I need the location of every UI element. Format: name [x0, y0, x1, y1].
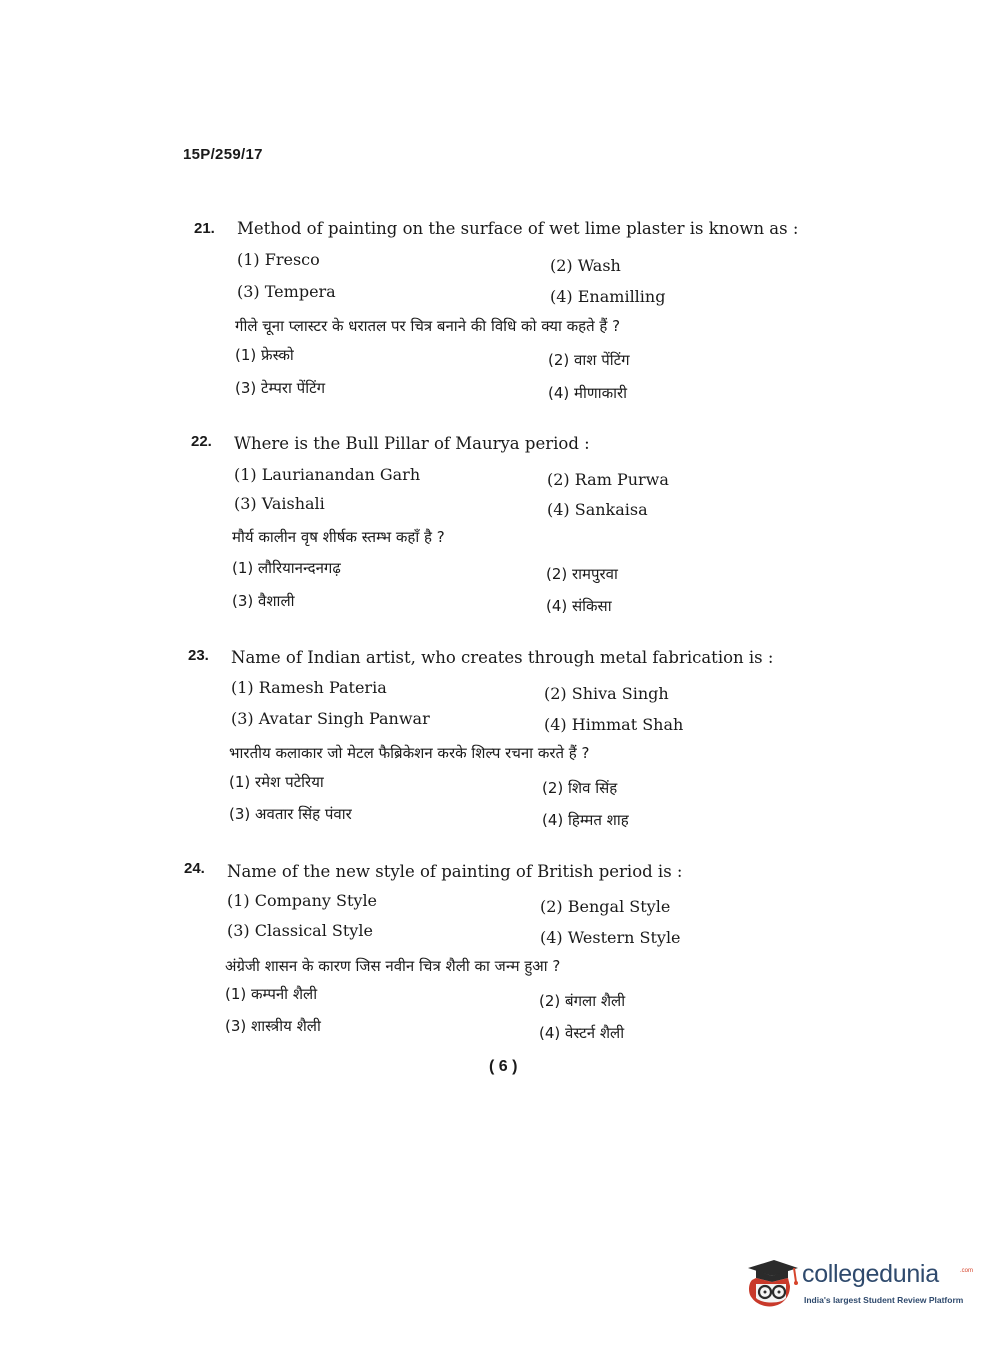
collegedunia-logo — [742, 1250, 972, 1315]
option-hi-1: (1) फ्रेस्को — [235, 346, 294, 364]
option-hi-4: (4) वेस्टर्न शैली — [539, 1024, 625, 1042]
option-en-1: (1) Fresco — [237, 250, 320, 269]
option-hi-3: (3) टेम्परा पेंटिंग — [235, 379, 326, 397]
option-hi-2: (2) बंगला शैली — [539, 992, 626, 1010]
option-en-2: (2) Wash — [550, 256, 621, 275]
paper-code: 15P/259/17 — [183, 146, 263, 163]
question-text-en: Where is the Bull Pillar of Maurya period : — [234, 434, 590, 453]
option-en-4: (4) Western Style — [540, 928, 681, 947]
option-en-4: (4) Himmat Shah — [544, 715, 684, 734]
question-text-en: Name of the new style of painting of British period is : — [227, 862, 683, 881]
logo-tagline: India's largest Student Review Platform — [804, 1295, 964, 1305]
option-hi-3: (3) वैशाली — [232, 592, 295, 610]
question-number: 21. — [194, 220, 215, 237]
option-hi-3: (3) अवतार सिंह पंवार — [229, 805, 352, 823]
question-text-hi: गीले चूना प्लास्टर के धरातल पर चित्र बनाने की विधि को क्या कहते हैं ? — [235, 317, 621, 335]
option-hi-2: (2) वाश पेंटिंग — [548, 351, 630, 369]
option-en-3: (3) Vaishali — [234, 494, 325, 513]
option-en-1: (1) Laurianandan Garh — [234, 465, 421, 484]
option-hi-3: (3) शास्त्रीय शैली — [225, 1017, 321, 1035]
option-en-4: (4) Enamilling — [550, 287, 666, 306]
option-hi-4: (4) मीणाकारी — [548, 384, 628, 402]
option-en-2: (2) Shiva Singh — [544, 684, 669, 703]
question-text-en: Name of Indian artist, who creates through metal fabrication is : — [231, 648, 774, 667]
question-text-en: Method of painting on the surface of wet lime plaster is known as : — [237, 219, 799, 238]
option-en-3: (3) Classical Style — [227, 921, 373, 940]
question-number: 24. — [184, 860, 205, 877]
page-number: ( 6 ) — [489, 1058, 518, 1075]
option-en-1: (1) Ramesh Pateria — [231, 678, 387, 697]
question-number: 22. — [191, 433, 212, 450]
question-text-hi: भारतीय कलाकार जो मेटल फैब्रिकेशन करके शिल्प रचना करते हैं ? — [229, 744, 590, 762]
option-hi-1: (1) लौरियानन्दनगढ़ — [232, 559, 341, 577]
logo-wordmark: collegedunia — [802, 1260, 939, 1288]
option-en-3: (3) Avatar Singh Panwar — [231, 709, 430, 728]
student-mascot-icon — [742, 1254, 800, 1312]
option-hi-4: (4) संकिसा — [546, 597, 612, 615]
question-text-hi: अंग्रेजी शासन के कारण जिस नवीन चित्र शैली का जन्म हुआ ? — [225, 957, 561, 975]
option-hi-4: (4) हिम्मत शाह — [542, 811, 629, 829]
option-en-2: (2) Ram Purwa — [547, 470, 669, 489]
option-en-4: (4) Sankaisa — [547, 500, 648, 519]
option-hi-2: (2) रामपुरवा — [546, 565, 618, 583]
option-en-3: (3) Tempera — [237, 282, 336, 301]
option-en-1: (1) Company Style — [227, 891, 378, 910]
option-hi-1: (1) कम्पनी शैली — [225, 985, 318, 1003]
option-en-2: (2) Bengal Style — [540, 897, 671, 916]
question-number: 23. — [188, 647, 209, 664]
logo-suffix: .com — [960, 1268, 974, 1274]
question-text-hi: मौर्य कालीन वृष शीर्षक स्तम्भ कहाँ है ? — [232, 528, 445, 546]
option-hi-1: (1) रमेश पटेरिया — [229, 773, 324, 791]
option-hi-2: (2) शिव सिंह — [542, 779, 618, 797]
